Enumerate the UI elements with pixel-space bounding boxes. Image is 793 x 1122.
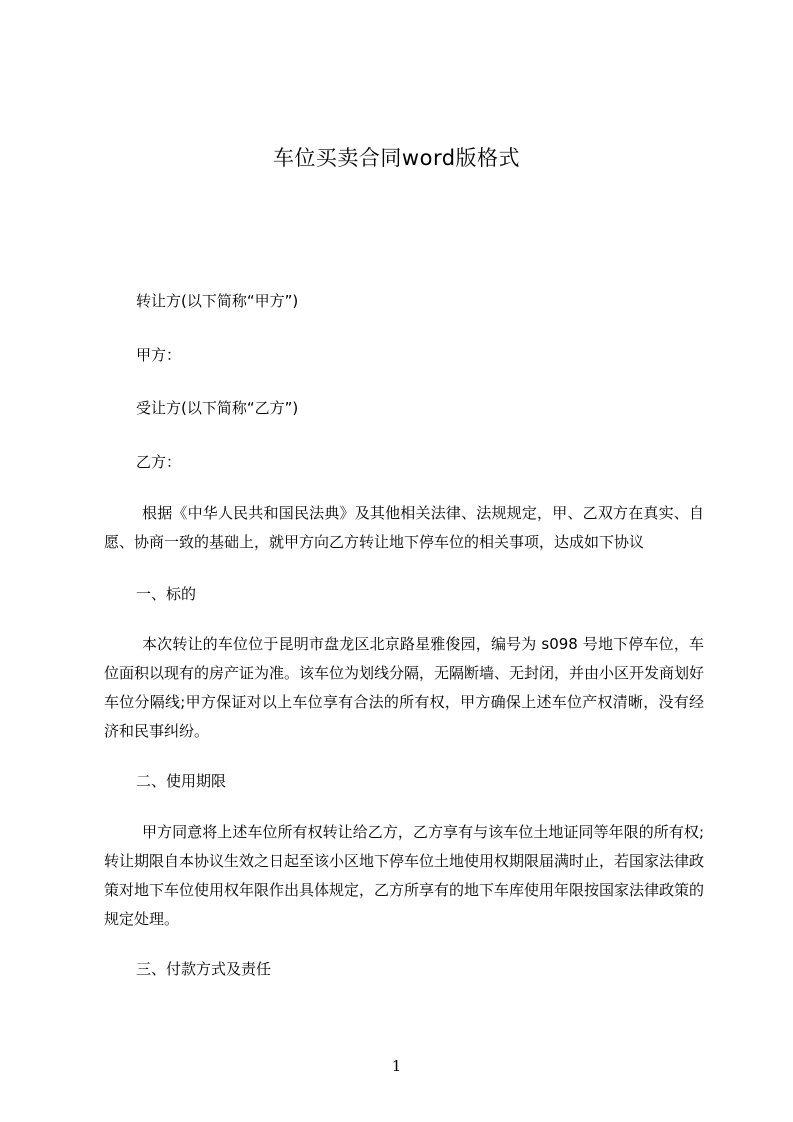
party-b-field: 乙方：: [136, 453, 182, 471]
section-1-heading: 一、标的: [136, 585, 197, 603]
section-3-heading: 三、付款方式及责任: [136, 960, 272, 978]
section-2-paragraph: 甲方同意将上述车位所有权转让给乙方，乙方享有与该车位土地证同等年限的所有权;转让期限自本协议生效之日起至该小区地下停车位土地使用权期限届满时止，若国家法律政策对地下车位使用权年限作出具体规定，乙方所享有的地下车库使用年限按国家法律政策的规定处理。: [104, 823, 705, 928]
document-title: 车位买卖合同word版格式: [272, 146, 521, 170]
transferee-label: 受让方(以下简称“乙方”): [136, 399, 299, 417]
section-2-heading: 二、使用期限: [136, 772, 227, 790]
transferor-label: 转让方(以下简称“甲方”): [136, 292, 299, 310]
intro-paragraph: 根据《中华人民共和国民法典》及其他相关法律、法规规定，甲、乙双方在真实、自愿、协商一致的基础上，就甲方向乙方转让地下停车位的相关事项，达成如下协议: [104, 504, 704, 551]
party-a-field: 甲方：: [136, 346, 182, 364]
section-1-paragraph: 本次转让的车位位于昆明市盘龙区北京路星雅俊园，编号为 s098 号地下停车位，车位面积以现有的房产证为准。该车位为划线分隔，无隔断墙、无封闭，并由小区开发商划好车位分隔线;甲方保证对以上车位享有合法的所有权，甲方确保上述车位产权清晰，没有经济和民事纠纷。: [104, 635, 705, 740]
page-number: 1: [391, 1057, 402, 1075]
